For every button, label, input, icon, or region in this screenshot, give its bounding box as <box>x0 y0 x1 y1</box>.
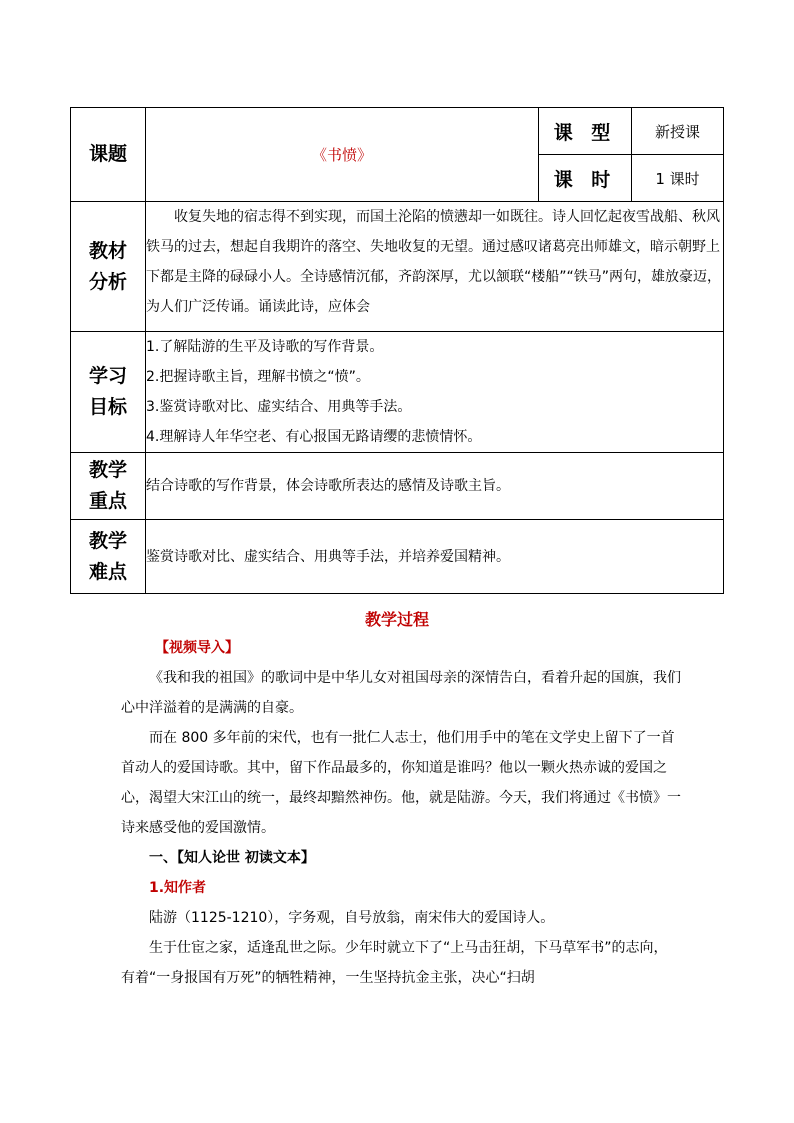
subsection-1-heading: 1.知作者 <box>149 880 207 896</box>
video-heading: 【视频导入】 <box>155 640 239 656</box>
analysis-label-line1: 教材 <box>88 239 127 262</box>
difficulties-label <box>71 520 146 594</box>
goal-item-1: 1.了解陆游的生平及诗歌的写作背景。 <box>146 339 384 355</box>
lesson-hours-value: 1 课时 <box>632 155 724 202</box>
goals-label-line1: 学习 <box>88 365 127 387</box>
goal-item-4: 4.理解诗人年华空老、有心报国无路请缨的悲愤情怀。 <box>146 429 482 445</box>
analysis-label-line2: 分析 <box>88 270 127 293</box>
paragraph-author-1: 陆游（1125-1210），字务观，自号放翁，南宋伟大的爱国诗人。 <box>149 910 555 926</box>
analysis-text: 收复失地的宿志得不到实现，而国土沦陷的愤懑却一如既往。诗人回忆起夜雪战船、秋风铁马的过去，想起自我期许的落空、失地收复的无望。通过感叹诸葛亮出师雄文，暗示朝野上下都是主降的碌碌小人。全诗感情沉郁，齐韵深厚，尤以颔联“楼船”“铁马”两句，雄放豪迈，为人们广泛传诵。诵读此诗，应体会 <box>146 209 722 315</box>
paragraph-author-2: 生于仕宦之家，适逢乱世之际。少年时就立下了“上马击狂胡，下马草军书”的志向，有着“一身报国有万死”的牺牲精神，一生坚持抗金主张，决心“扫胡 <box>121 940 668 986</box>
key-label-line2: 重点 <box>88 490 127 512</box>
topic-label: 课题 <box>71 108 146 202</box>
lesson-type-value: 新授课 <box>632 108 724 155</box>
lesson-type-label: 课 型 <box>539 108 632 155</box>
key-points-text: 结合诗歌的写作背景，体会诗歌所表达的感情及诗歌主旨。 <box>146 478 510 494</box>
process-body <box>121 633 681 993</box>
goal-item-2: 2.把握诗歌主旨，理解书愤之“愤”。 <box>146 369 370 385</box>
difficulties-text: 鉴赏诗歌对比、虚实结合、用典等手法，并培养爱国精神。 <box>146 548 510 565</box>
process-title: 教学过程 <box>364 610 429 629</box>
section-1-heading: 一、【知人论世 初读文本】 <box>149 850 315 866</box>
paragraph-intro-1: 《我和我的祖国》的歌词中是中华儿女对祖国母亲的深情告白，看着升起的国旗，我们心中洋溢着的是满满的自豪。 <box>121 670 681 716</box>
paragraph-intro-2: 而在 800 多年前的宋代，也有一批仁人志士，他们用手中的笔在文学史上留下了一首首动人的爱国诗歌。其中，留下作品最多的，你知道是谁吗？他以一颗火热赤诚的爱国之心，渴望大宋江山的统一，最终却黯然神伤。他，就是陆游。今天，我们将通过《书愤》一诗来感受他的爱国激情。 <box>121 730 681 836</box>
key-label-line1: 教学 <box>88 459 127 481</box>
key-points-label <box>71 453 146 520</box>
diff-label-line2: 难点 <box>88 560 127 583</box>
lesson-hours-label: 课 时 <box>539 155 632 202</box>
analysis-label <box>71 202 146 332</box>
lesson-info-table <box>70 107 724 594</box>
topic-value: 《书愤》 <box>146 108 539 202</box>
goals-label-line2: 目标 <box>88 396 127 418</box>
goal-item-3: 3.鉴赏诗歌对比、虚实结合、用典等手法。 <box>146 399 412 415</box>
goals-label <box>71 332 146 453</box>
diff-label-line1: 教学 <box>88 529 127 552</box>
